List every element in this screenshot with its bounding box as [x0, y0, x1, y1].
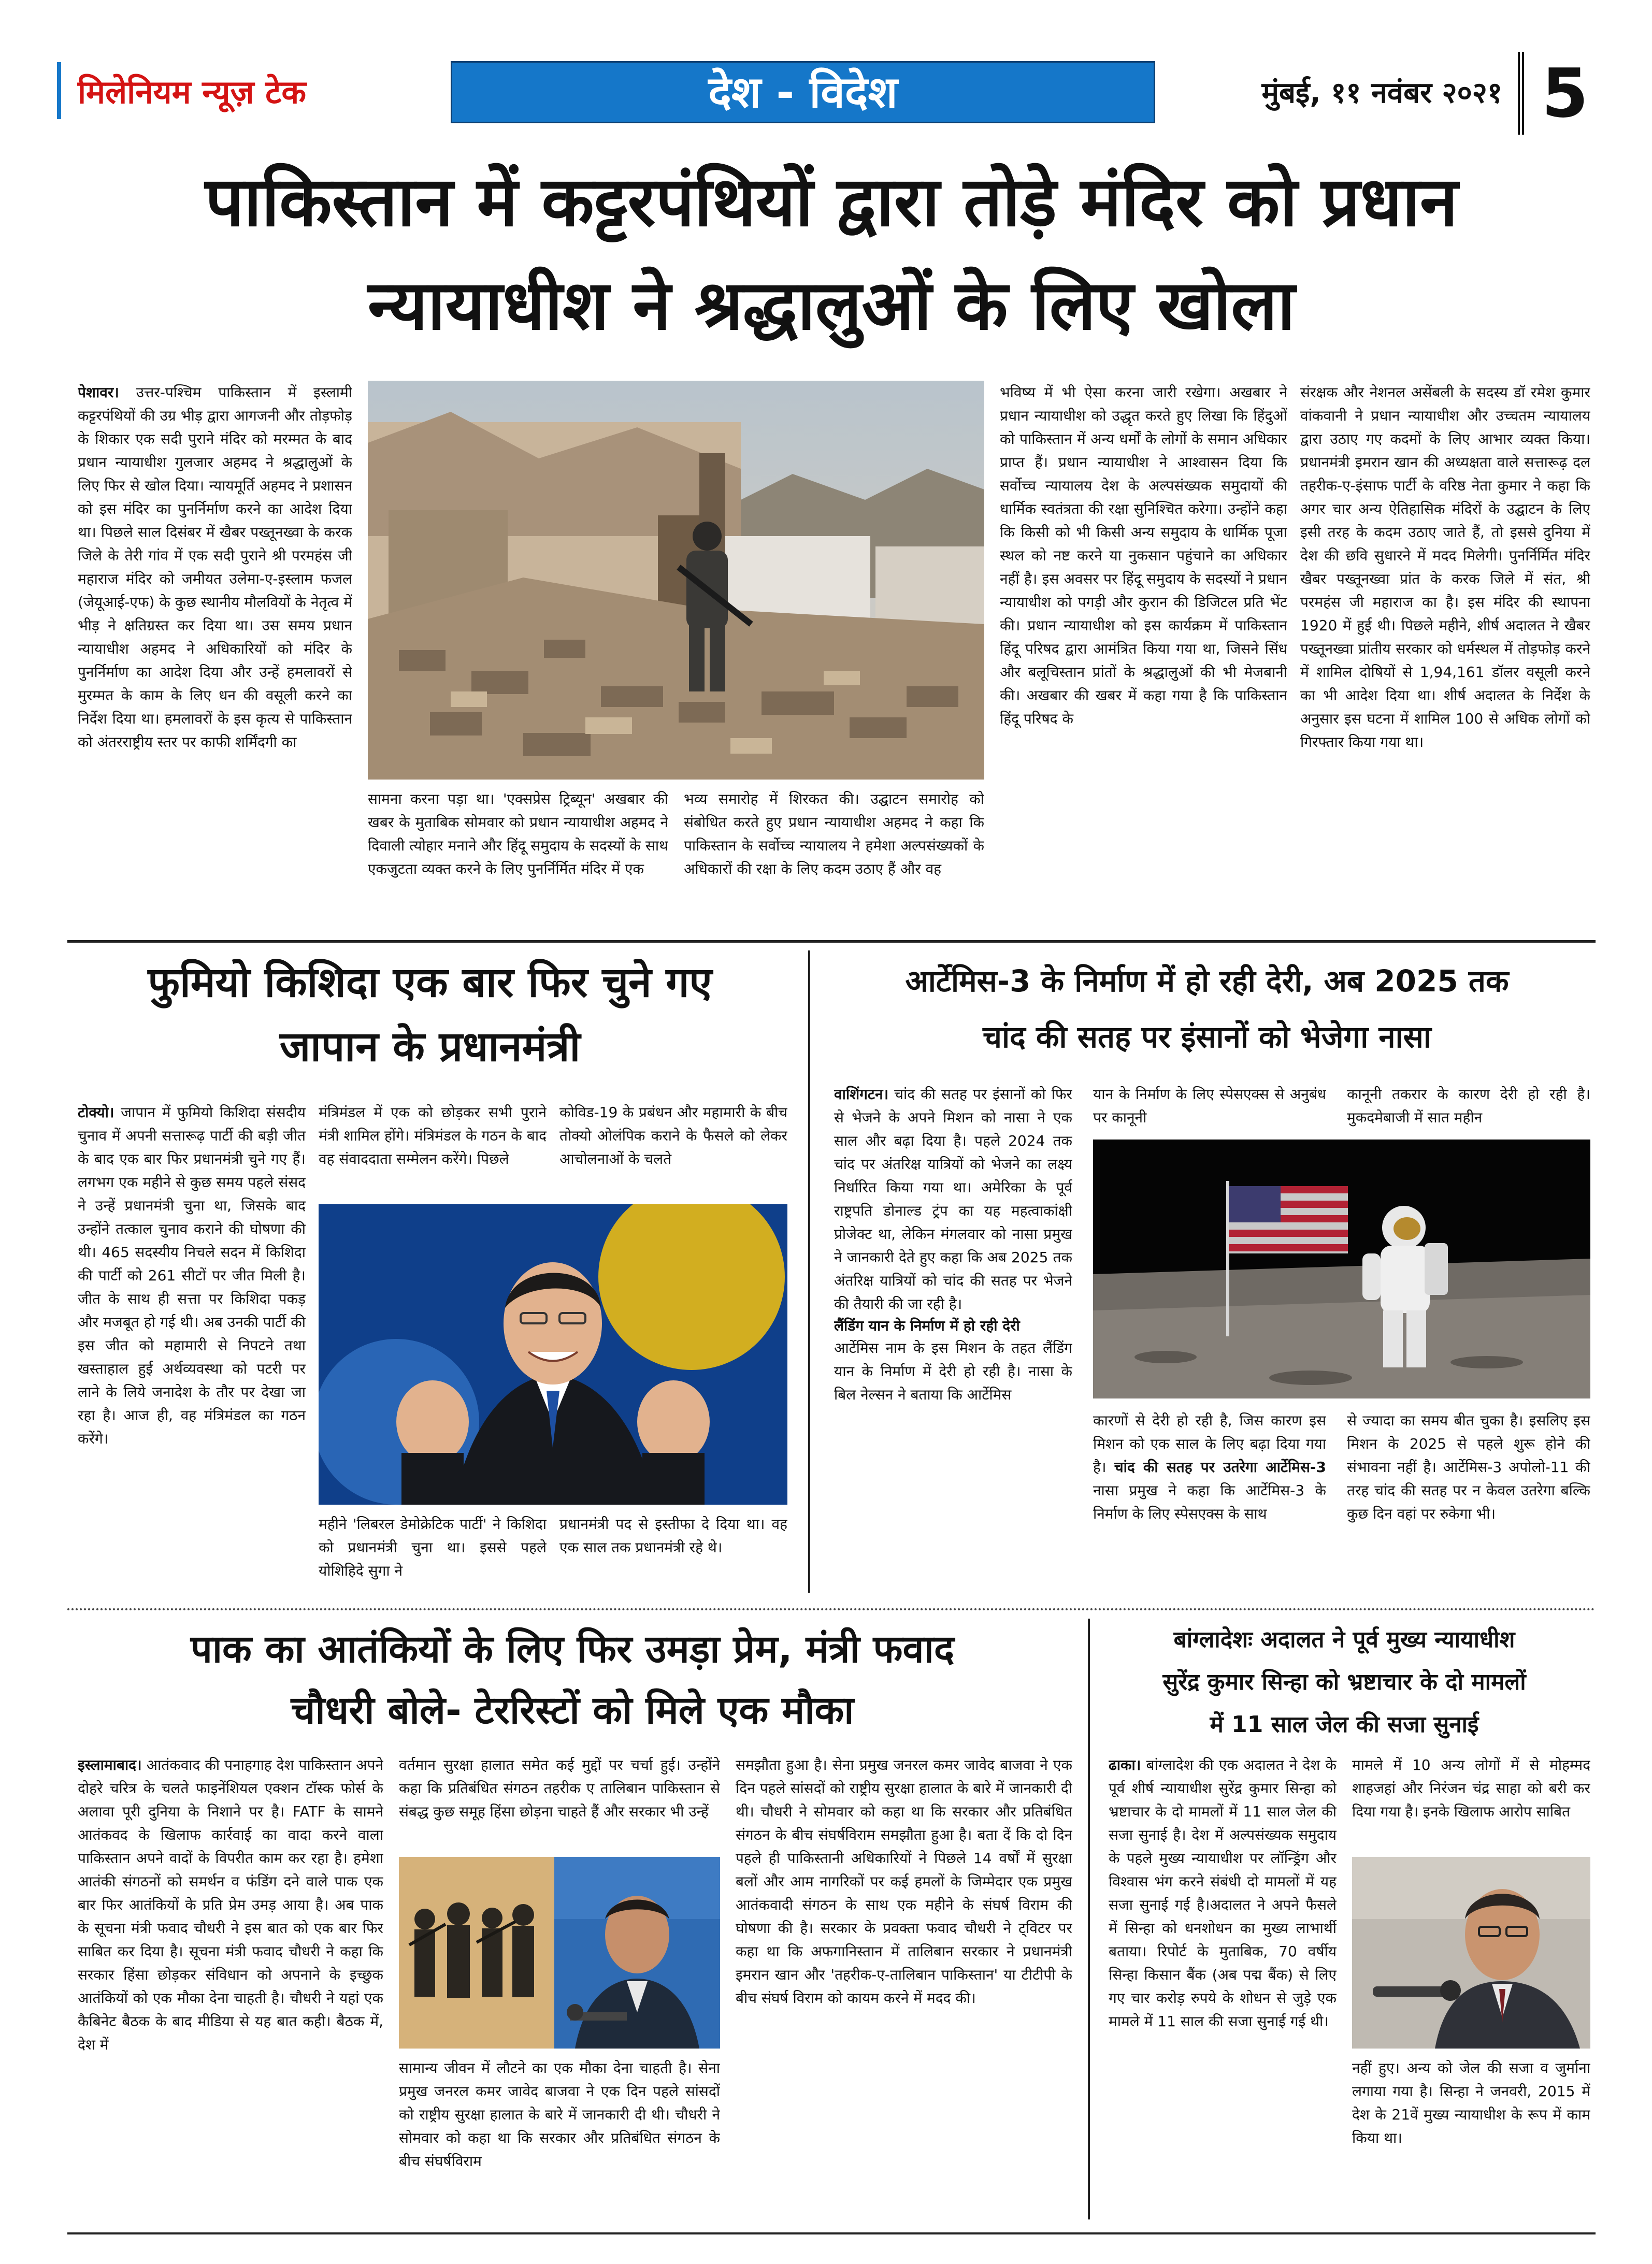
japan-col-2-bottom: महीने 'लिबरल डेमोक्रेटिक पार्टी' ने किशिदा को प्रधानमंत्री चुना था। इससे पहले योशिहिदे सुगा ने	[319, 1516, 547, 1579]
japan-headline-line-2: जापान के प्रधानमंत्री	[279, 1022, 581, 1071]
fawad-dateline: इस्लामाबाद।	[78, 1756, 142, 1773]
fawad-col-2-top: वर्तमान सुरक्षा हालात समेत कई मुद्दों पर चर्चा हुई। उन्होंने कहा कि प्रतिबंधित संगठन तहरीक ए तालिबान पाकिस्तान से संबद्ध कुछ समूह हिंसा छोड़ना चाहते हैं और सरकार भी उन्हें	[399, 1756, 720, 1820]
divider-lower	[67, 1608, 1596, 1610]
fawad-col-3: समझौता हुआ है। सेना प्रमुख जनरल कमर जावेद बाजवा ने एक दिन पहले सांसदों को राष्ट्रीय सुरक्षा हालात के बारे में जानकारी दी थी। चौधरी ने सोमवार को कहा था कि सरकार और प्रतिबंधित संगठन के बीच संघर्षविराम समझौता हुआ है। बता दें कि दो दिन पहले ही पाकिस्तानी अधिकारियों ने पिछले 14 वर्षों में सुरक्षा बलों और आम नागरिकों पर कई हमलों के जिम्मेदार एक प्रमुख आतंकवादी संगठन के साथ एक महीने के संघर्ष विराम की घोषणा की है। सरकार के प्रवक्ता फवाद चौधरी ने ट्विटर पर कहा था कि अफगानिस्तान में तालिबान सरकार ने प्रधानमंत्री इमरान खान और 'तहरीक-ए-तालिबान पाकिस्तान' या टीटीपी के बीच संघर्ष विराम को कायम करने में मदद की।	[736, 1756, 1072, 2007]
japan-photo	[319, 1204, 787, 1505]
page-bottom-rule	[67, 2232, 1596, 2234]
section-band	[451, 61, 1155, 123]
masthead-left-bar	[57, 62, 61, 119]
bangladesh-col-2-top: मामले में 10 अन्य लोगों में से मोहम्मद शाहजहां और निरंजन चंद्र साहा को बरी कर दिया गया है। इनके खिलाफ आरोप साबित	[1352, 1756, 1590, 1820]
us-flag	[1229, 1186, 1348, 1253]
nasa-headline	[824, 953, 1590, 1072]
nasa-col-3-bottom: से ज्यादा का समय बीत चुका है। इसलिए इस मिशन के 2025 से पहले शुरू होने की संभावना नहीं है। आर्टेमिस-3 अपोलो-11 की तरह चांद की सतह पर न केवल उतरेगा बल्कि कुछ दिन वहां पर रुकेगा भी।	[1347, 1412, 1590, 1522]
moon-landing-image	[1093, 1140, 1590, 1398]
divider-temple	[67, 940, 1596, 943]
temple-col-4: भविष्य में भी ऐसा करना जारी रखेगा। अखबार ने प्रधान न्यायाधीश को उद्धृत करते हुए लिखा कि हिंदुओं को पाकिस्तान में अन्य धर्मों के लोगों के समान अधिकार प्राप्त हैं। प्रधान न्यायाधीश ने आश्वासन दिया कि सर्वोच्च न्यायालय देश के अल्पसंख्यक समुदायों की धार्मिक स्वतंत्रता की रक्षा सुनिश्चित करेगा। उन्होंने कहा कि किसी को भी किसी अन्य समुदाय के धार्मिक पूजा स्थल को नष्ट करने या नुकसान पहुंचाने का अधिकार नहीं है। इस अवसर पर हिंदू समुदाय के सदस्यों ने प्रधान न्यायाधीश को पगड़ी और कुरान की डिजिटल प्रति भेंट की। प्रधान न्यायाधीश को इस कार्यक्रम में पाकिस्तान हिंदू परिषद द्वारा आमंत्रित किया गया था, जिसने सिंध और बलूचिस्तान प्रांतों के श्रद्धालुओं की भी मेजबानी की। अखबार की खबर में कहा गया है कि पाकिस्तान हिंदू परिषद के	[1000, 384, 1287, 727]
kishida-portrait-image	[319, 1204, 787, 1505]
nasa-photo	[1093, 1140, 1590, 1398]
temple-headline	[57, 150, 1606, 368]
nasa-col-1	[834, 1083, 1072, 1595]
bangladesh-col-1	[1109, 1753, 1337, 2219]
fawad-photo	[399, 1857, 720, 2049]
fawad-col-1	[78, 1753, 383, 2219]
temple-rubble-image	[368, 381, 984, 780]
temple-dateline: पेशावर।	[78, 384, 119, 401]
temple-headline-line-1: पाकिस्तान में कट्टरपंथियों द्वारा तोड़े मंदिर को प्रधान	[205, 162, 1458, 242]
japan-col-1	[78, 1101, 306, 1598]
japan-dateline: टोक्यो।	[78, 1104, 114, 1121]
japan-headline-line-1: फुमियो किशिदा एक बार फिर चुने गए	[148, 958, 712, 1006]
fawad-headline-line-1: पाक का आतंकियों के लिए फिर उमड़ा प्रेम, मंत्री फवाद	[190, 1627, 955, 1671]
japan-col-1-text: जापान में फुमियो किशिदा संसदीय चुनाव में अपनी सत्तारूढ़ पार्टी की बड़ी जीत के बाद एक बार फिर प्रधानमंत्री चुने गए हैं। लगभग एक महीने से कुछ समय पहले संसद ने उन्हें प्रधानमंत्री चुना था, जिसके बाद उन्होंने तत्काल चुनाव कराने की घोषणा की थी। 465 सदस्यीय निचले सदन में किशिदा की पार्टी को 261 सीटों पर जीत मिली है। जीत के साथ ही सत्ता पर किशिदा पकड़ और मजबूत हो गई थी। अब उनकी पार्टी की इस जीत को महामारी से निपटने तथा खस्ताहाल हुई अर्थव्यवस्था को पटरी पर लाने के लिये जनादेश के तौर पर देखा जा रहा है। आज ही, वह मंत्रिमंडल का गठन करेंगे।	[78, 1104, 306, 1447]
paper-name: मिलेनियम न्यूज़ टेक	[78, 73, 306, 111]
temple-col-5: संरक्षक और नेशनल असेंबली के सदस्य डॉ रमेश कुमार वांकवानी ने प्रधान न्यायाधीश और उच्चतम न्यायालय द्वारा उठाए गए कदमों के लिए आभार व्यक्त किया। प्रधानमंत्री इमरान खान की अध्यक्षता वाले सत्तारूढ़ दल तहरीक-ए-इंसाफ पार्टी के वरिष्ठ नेता कुमार ने कहा कि अगर चार अन्य ऐतिहासिक मंदिरों के उद्घाटन के लिए इसी तरह के कदम उठाए जाते हैं, तो इससे दुनिया में देश की छवि सुधारने में मदद मिलेगी। पुनर्निर्मित मंदिर खैबर पख्तूनख्वा प्रांत के करक जिले में संत, श्री परमहंस जी महाराज का है। इस मंदिर की स्थापना 1920 में हुई थी। पिछले महीने, शीर्ष अदालत ने खैबर पख्तूनख्वा प्रांतीय सरकार को धर्मस्थल में तोड़फोड़ करने में शामिल दोषियों से 1,94,161 डॉलर वसूली करने का भी आदेश दिया था। शीर्ष अदालत के निर्देश के अनुसार इस घटना में शामिल 100 से अधिक लोगों को गिरफ्तार किया गया था।	[1300, 384, 1590, 751]
divider-fawad-bangladesh	[1088, 1619, 1090, 2219]
nasa-headline-line-1: आर्टेमिस-3 के निर्माण में हो रही देरी, अब 2025 तक	[905, 963, 1509, 999]
temple-col-3: भव्य समारोह में शिरकत की। उद्घाटन समारोह को संबोधित करते हुए प्रधान न्यायाधीश अहमद ने कहा कि पाकिस्तान के सर्वोच्च न्यायालय ने हमेशा अल्पसंख्यकों के अधिकारों की रक्षा के लिए कदम उठाए हैं और वह	[684, 790, 984, 877]
bangladesh-photo	[1352, 1857, 1590, 2049]
nasa-headline-line-2: चांद की सतह पर इंसानों को भेजेगा नासा	[983, 1019, 1431, 1055]
japan-headline	[67, 950, 793, 1085]
fawad-col-1-text: आतंकवाद की पनाहगाह देश पाकिस्तान अपने दोहरे चरित्र के चलते फाइनेंशियल एक्शन टॉस्क फोर्स के अलावा पूरी दुनिया के निशाने पर है। FATF के सामने आतंकवद के खिलाफ कार्रवाई का वादा करने वाला पाकिस्तान अपने वादों के विपरीत काम कर रहा है। हमेशा आतंकी संगठनों को समर्थन व फंडिंग दने वाले पाक एक बार फिर आतंकियों के प्रति प्रेम उमड़ आया है। अब पाक के सूचना मंत्री फवाद चौधरी ने इस बात को एक बार फिर साबित कर दिया है। सूचना मंत्री फवाद चौधरी ने कहा कि सरकार हिंसा छोड़कर संविधान को अपनाने के इच्छुक आतंकियों को एक मौका देना चाहती है। चौधरी ने यहां एक कैबिनेट बैठक के बाद मीडिया से यह बात कही। बैठक में, देश में	[78, 1756, 383, 2053]
bangladesh-headline-line-2: सुरेंद्र कुमार सिन्हा को भ्रष्टाचार के दो मामलों	[1162, 1669, 1526, 1695]
bangladesh-dateline: ढाका।	[1109, 1756, 1141, 1773]
masthead	[57, 52, 1606, 135]
nasa-col-3-top: कानूनी तकरार के कारण देरी हो रही है। मुकदमेबाजी में सात महीन	[1347, 1086, 1590, 1126]
nasa-dateline: वाशिंगटन।	[834, 1086, 889, 1103]
temple-col-1	[78, 381, 352, 930]
japan-col-2-top: मंत्रिमंडल में एक को छोड़कर सभी पुराने मंत्री शामिल होंगे। मंत्रिमंडल के गठन के बाद वह संवाददाता सम्मेलन करेंगे। पिछले	[319, 1104, 547, 1167]
temple-photo	[368, 381, 984, 780]
temple-col-2: सामना करना पड़ा था। 'एक्सप्रेस ट्रिब्यून' अखबार की खबर के मुताबिक सोमवार को प्रधान न्यायाधीश अहमद ने दिवाली त्योहार मनाने और हिंदू समुदाय के सदस्यों के साथ एकजुटता व्यक्त करने के लिए पुनर्निर्मित मंदिर में एक	[368, 790, 668, 877]
bangladesh-headline-line-1: बांग्लादेशः अदालत ने पूर्व मुख्य न्यायाधीश	[1173, 1626, 1515, 1653]
fawad-headline-line-2: चौधरी बोले- टेररिस्टों को मिले एक मौका	[291, 1688, 854, 1733]
fawad-headline	[67, 1619, 1078, 1743]
nasa-col-2-subhead: चांद की सतह पर उतरेगा आर्टेमिस-3	[1114, 1459, 1326, 1476]
surendra-kumar-sinha-image	[1352, 1857, 1590, 2049]
nasa-col-2-tail: नासा प्रमुख ने कहा कि आर्टेमिस-3 के निर्माण के लिए स्पेसएक्स के साथ	[1093, 1482, 1326, 1522]
nasa-col-1-tail: आर्टेमिस नाम के इस मिशन के तहत लैंडिंग यान के निर्माण में देरी हो रही है। नासा के बिल नेल्सन ने बताया कि आर्टेमिस	[834, 1339, 1072, 1403]
date-line: मुंबई, ११ नवंबर २०२१	[1261, 76, 1502, 110]
fawad-chaudhry-image	[399, 1857, 720, 2049]
japan-col-3-bottom: प्रधानमंत्री पद से इस्तीफा दे दिया था। वह एक साल तक प्रधानमंत्री रहे थे।	[559, 1516, 787, 1556]
bangladesh-col-1-text: बांग्लादेश की एक अदालत ने देश के पूर्व शीर्ष न्यायाधीश सुरेंद्र कुमार सिन्हा को भ्रष्टाचार के दो मामलों में 11 साल जेल की सजा सुनाई है। देश में अल्पसंख्यक समुदाय के पहले मुख्य न्यायाधीश पर लॉन्ड्रिंग और विश्वास भंग करने संबंधी दो मामलों में यह सजा सुनाई गई है।अदालत ने अपने फैसले में सिन्हा को धनशोधन का मुख्य लाभार्थी बताया। रिपोर्ट के मुताबिक, 70 वर्षीय सिन्हा किसान बैंक (अब पद्म बैंक) से लिए गए चार करोड़ रुपये के शोधन से जुड़े एक मामले में 11 साल की सजा सुनाई गई थी।	[1109, 1756, 1337, 2030]
section-title: देश - विदेश	[708, 67, 898, 118]
nasa-col-2-top: यान के निर्माण के लिए स्पेसएक्स से अनुबंध पर कानूनी	[1093, 1086, 1326, 1126]
divider-japan-nasa	[808, 950, 810, 1593]
nasa-col-2-bottom	[1093, 1409, 1326, 1595]
nasa-col-2-bottom-text: कारणों से देरी हो रही है, जिस कारण इस मिशन को एक साल के लिए बढ़ा दिया गया है।	[1093, 1412, 1326, 1476]
fawad-col-2-bottom: सामान्य जीवन में लौटने का एक मौका देना चाहती है। सेना प्रमुख जनरल कमर जावेद बाजवा ने एक दिन पहले सांसदों को राष्ट्रीय सुरक्षा हालात के बारे में जानकारी दी थी। चौधरी ने सोमवार को कहा था कि सरकार और प्रतिबंधित संगठन के बीच संघर्षविराम	[399, 2059, 720, 2170]
temple-col-1-text: उत्तर-पश्चिम पाकिस्तान में इस्लामी कट्टरपंथियों की उग्र भीड़ द्वारा आगजनी और तोड़फोड़ के शिकार एक सदी पुराने मंदिर को मरम्मत के बाद प्रधान न्यायाधीश गुलजार अहमद ने श्रद्धालुओं के लिए फिर से खोल दिया। न्यायमूर्ति अहमद ने प्रशासन को इस मंदिर का पुनर्निर्माण करने का आदेश दिया था। पिछले साल दिसंबर में खैबर पख्तूनख्वा के करक जिले के तेरी गांव में एक सदी पुराने श्री परमहंस जी महाराज मंदिर को जमीयत उलेमा-ए-इस्लाम फजल (जेयूआई-एफ) के कुछ स्थानीय मौलवियों के नेतृत्व में भीड़ ने क्षतिग्रस्त कर दिया था। उस समय प्रधान न्यायाधीश अहमद ने अधिकारियों को मंदिर के पुनर्निर्माण का आदेश दिया और उन्हें हमलावरों से मुरम्मत के काम के लिए धन की वसूली करने का निर्देश दिया था। हमलावरों के इस कृत्य से पाकिस्तान को अंतरराष्ट्रीय स्तर पर काफी शर्मिंदगी का	[78, 384, 352, 751]
japan-col-3-top: कोविड-19 के प्रबंधन और महामारी के बीच तोक्यो ओलंपिक कराने के फैसले को लेकर आचोलनाओं के चलते	[559, 1104, 787, 1167]
temple-headline-line-2: न्यायाधीश ने श्रद्धालुओं के लिए खोला	[367, 266, 1295, 345]
page-number: 5	[1541, 54, 1589, 133]
bangladesh-headline	[1098, 1619, 1590, 1748]
page-number-box	[1518, 52, 1606, 135]
bangladesh-headline-line-3: में 11 साल जेल की सजा सुनाई	[1210, 1711, 1479, 1738]
bangladesh-col-2-bottom: नहीं हुए। अन्य को जेल की सजा व जुर्माना लगाया गया है। सिन्हा ने जनवरी, 2015 में देश के 21वें मुख्य न्यायाधीश के रूप में काम किया था।	[1352, 2059, 1590, 2146]
nasa-col-1-subhead: लैंडिंग यान के निर्माण में हो रही देरी	[834, 1317, 1020, 1334]
nasa-col-1-text: चांद की सतह पर इंसानों को फिर से भेजने के अपने मिशन को नासा ने एक साल और बढ़ा दिया है। पहले 2024 तक चांद पर अंतरिक्ष यात्रियों को भेजने का लक्ष्य निर्धारित किया गया था। अमेरिका के पूर्व राष्ट्रपति डोनाल्ड ट्रंप का यह महत्वाकांक्षी प्रोजेक्ट था, लेकिन मंगलवार को नासा प्रमुख ने जानकारी देते हुए कहा कि अब 2025 तक अंतरिक्ष यात्रियों को चांद की सतह पर भेजने की तैयारी की जा रही है।	[834, 1086, 1072, 1313]
